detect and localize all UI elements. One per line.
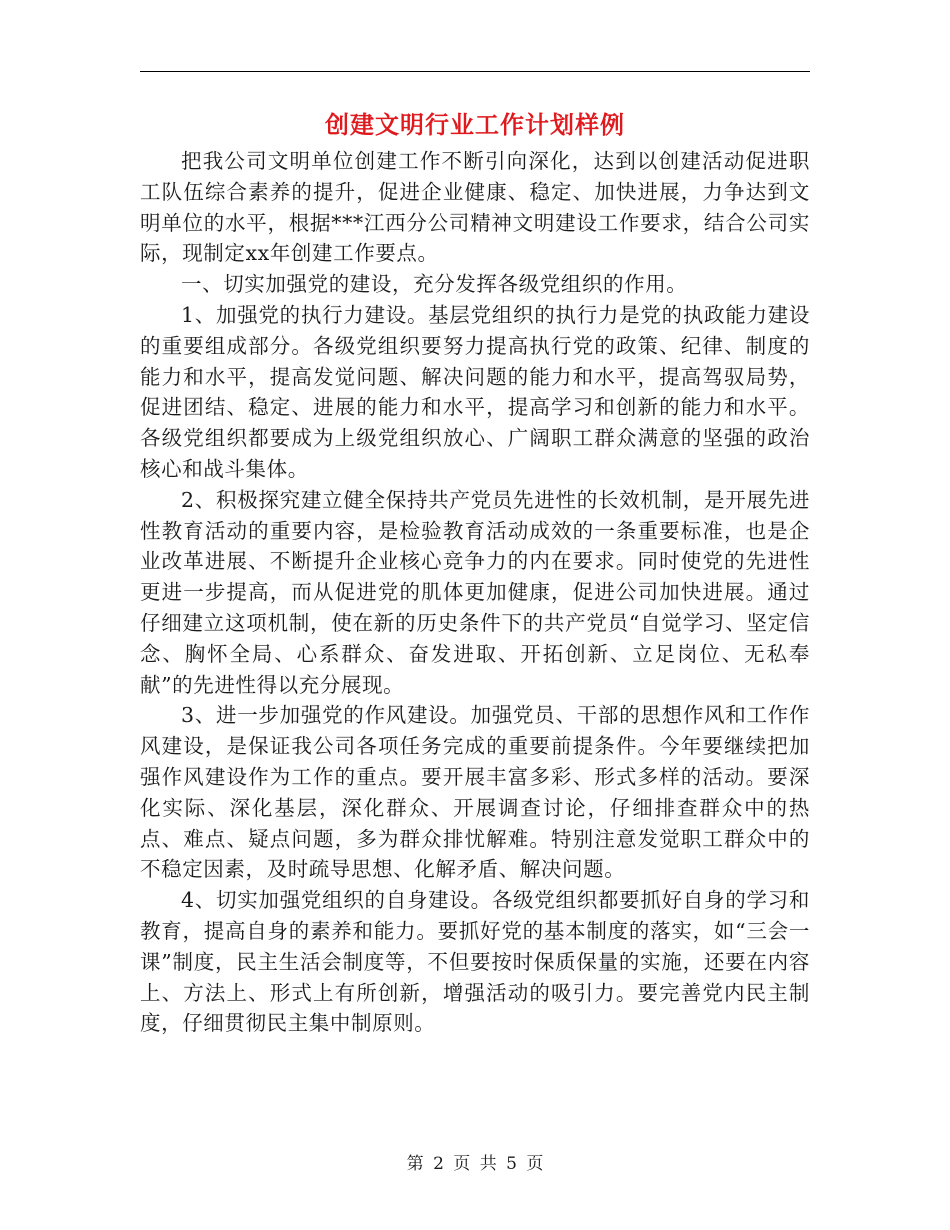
page-number: 第 2 页 共 5 页 [406,1154,544,1174]
document-body [140,146,810,1039]
header-rule [140,71,810,72]
item-paragraph-3: 3、进一步加强党的作风建设。加强党员、干部的思想作风和工作作风建设，是保证我公司各项任务完成的重要前提条件。今年要继续把加强作风建设作为工作的重点。要开展丰富多彩、形式多样的活动。要深化实际、深化基层，深化群众、开展调查讨论，仔细排查群众中的热点、难点、疑点问题，多为群众排忧解难。特别注意发觉职工群众中的不稳定因素，及时疏导思想、化解矛盾、解决问题。 [140,703,810,882]
document-title: 创建文明行业工作计划样例 [325,110,625,139]
item-paragraph-4: 4、切实加强党组织的自身建设。各级党组织都要抓好自身的学习和教育，提高自身的素养和能力。要抓好党的基本制度的落实，如“三会一课”制度，民主生活会制度等，不但要按时保质保量的实施，还要在内容上、方法上、形式上有所创新，增强活动的吸引力。要完善党内民主制度，仔细贯彻民主集中制原则。 [140,888,810,1036]
intro-paragraph: 把我公司文明单位创建工作不断引向深化，达到以创建活动促进职工队伍综合素养的提升，促进企业健康、稳定、加快进展，力争达到文明单位的水平，根据***江西分公司精神文明建设工作要求，结合公司实际，现制定xx年创建工作要点。 [140,149,810,266]
item-paragraph-1: 1、加强党的执行力建设。基层党组织的执行力是党的执政能力建设的重要组成部分。各级党组织要努力提高执行党的政策、纪律、制度的能力和水平，提高发觉问题、解决问题的能力和水平，提高驾驭局势，促进团结、稳定、进展的能力和水平，提高学习和创新的能力和水平。各级党组织都要成为上级党组织放心、广阔职工群众满意的坚强的政治核心和战斗集体。 [140,302,810,481]
item-paragraph-2: 2、积极探究建立健全保持共产党员先进性的长效机制，是开展先进性教育活动的重要内容，是检验教育活动成效的一条重要标准，也是企业改革进展、不断提升企业核心竞争力的内在要求。同时使党的先进性更进一步提高，而从促进党的肌体更加健康，促进公司加快进展。通过仔细建立这项机制，使在新的历史条件下的共产党员“自觉学习、坚定信念、胸怀全局、心系群众、奋发进取、开拓创新、立足岗位、无私奉献”的先进性得以充分展现。 [140,487,810,697]
section-heading-1: 一、切实加强党的建设，充分发挥各级党组织的作用。 [181,272,688,297]
